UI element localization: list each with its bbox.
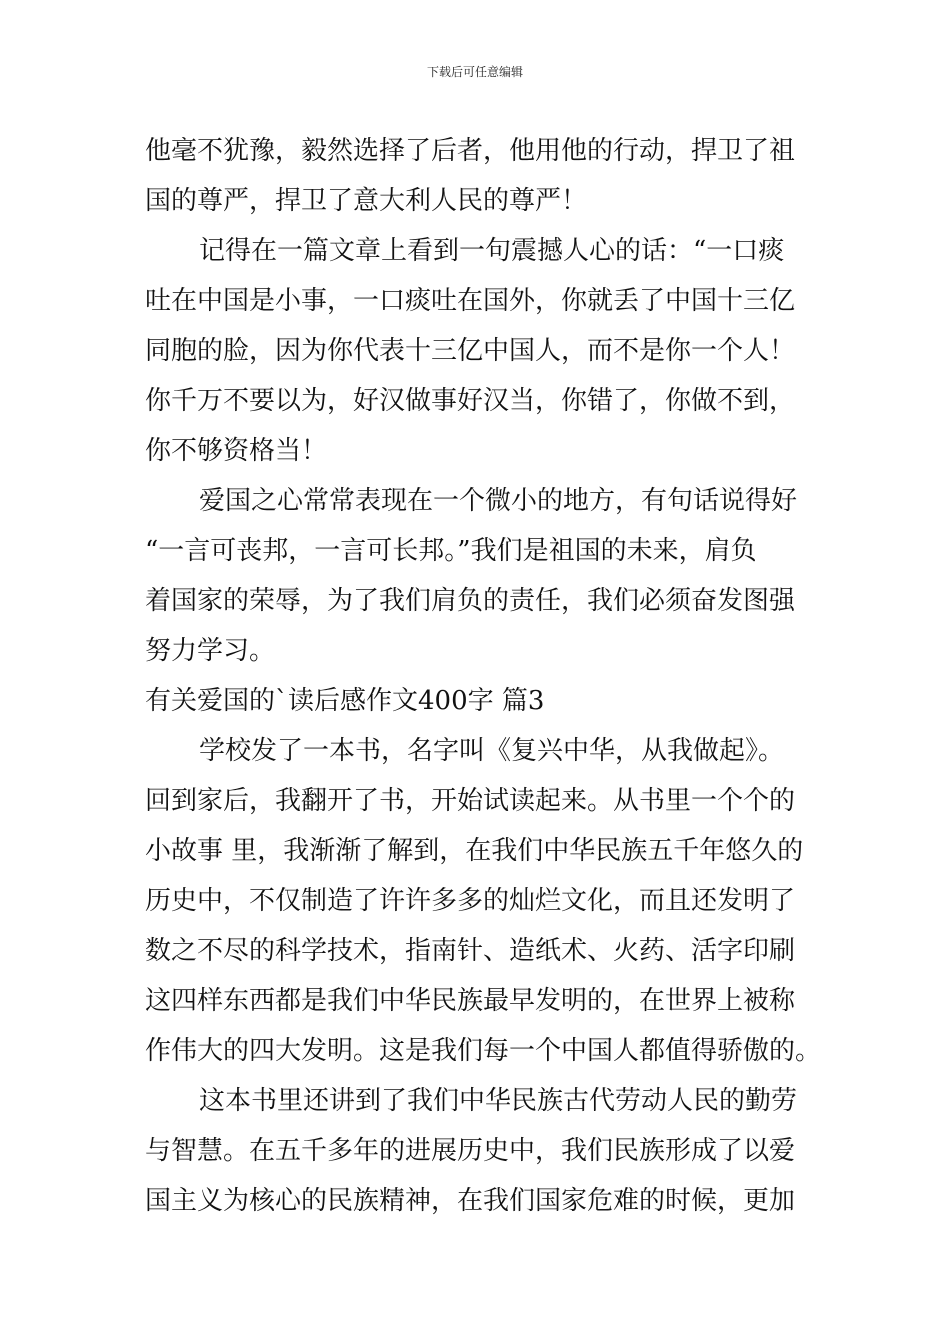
section-heading: 有关爱国的`读后感作文400字 篇3	[145, 686, 545, 716]
text-line: 学校发了一本书，名字叫《复兴中华，从我做起》。	[199, 736, 785, 766]
document-body	[145, 126, 822, 1226]
text-line: 吐在中国是小事，一口痰吐在国外，你就丢了中国十三亿	[145, 286, 796, 316]
text-line: 这四样东西都是我们中华民族最早发明的，在世界上被称	[145, 986, 796, 1016]
text-line: “一言可丧邦，一言可长邦。”我们是祖国的未来，肩负	[145, 536, 757, 566]
text-line: 国主义为核心的民族精神，在我们国家危难的时候，更加	[145, 1186, 796, 1216]
text-line: 同胞的脸，因为你代表十三亿中国人，而不是你一个人！	[145, 336, 796, 366]
text-line: 小故事 里，我渐渐了解到，在我们中华民族五千年悠久的	[145, 836, 804, 866]
text-line: 着国家的荣辱，为了我们肩负的责任，我们必须奋发图强	[145, 586, 796, 616]
text-line: 与智慧。在五千多年的进展历史中，我们民族形成了以爱	[145, 1136, 796, 1166]
text-line: 爱国之心常常表现在一个微小的地方，有句话说得好	[199, 486, 798, 516]
page-header: 下载后可任意编辑	[426, 65, 523, 79]
text-line: 回到家后，我翻开了书，开始试读起来。从书里一个个的	[145, 786, 796, 816]
text-line: 记得在一篇文章上看到一句震撼人心的话：“一口痰	[199, 236, 785, 266]
text-line: 作伟大的四大发明。这是我们每一个中国人都值得骄傲的。	[145, 1036, 822, 1066]
text-line: 你千万不要以为，好汉做事好汉当，你错了，你做不到，	[145, 386, 796, 416]
text-line: 你不够资格当！	[145, 436, 328, 466]
text-line: 数之不尽的科学技术，指南针、造纸术、火药、活字印刷	[145, 936, 796, 966]
text-line: 这本书里还讲到了我们中华民族古代劳动人民的勤劳	[199, 1086, 798, 1116]
text-line: 国的尊严，捍卫了意大利人民的尊严！	[145, 186, 588, 216]
text-line: 历史中，不仅制造了许许多多的灿烂文化，而且还发明了	[145, 886, 796, 916]
text-line: 他毫不犹豫，毅然选择了后者，他用他的行动，捍卫了祖	[145, 136, 796, 166]
text-line: 努力学习。	[145, 636, 276, 666]
